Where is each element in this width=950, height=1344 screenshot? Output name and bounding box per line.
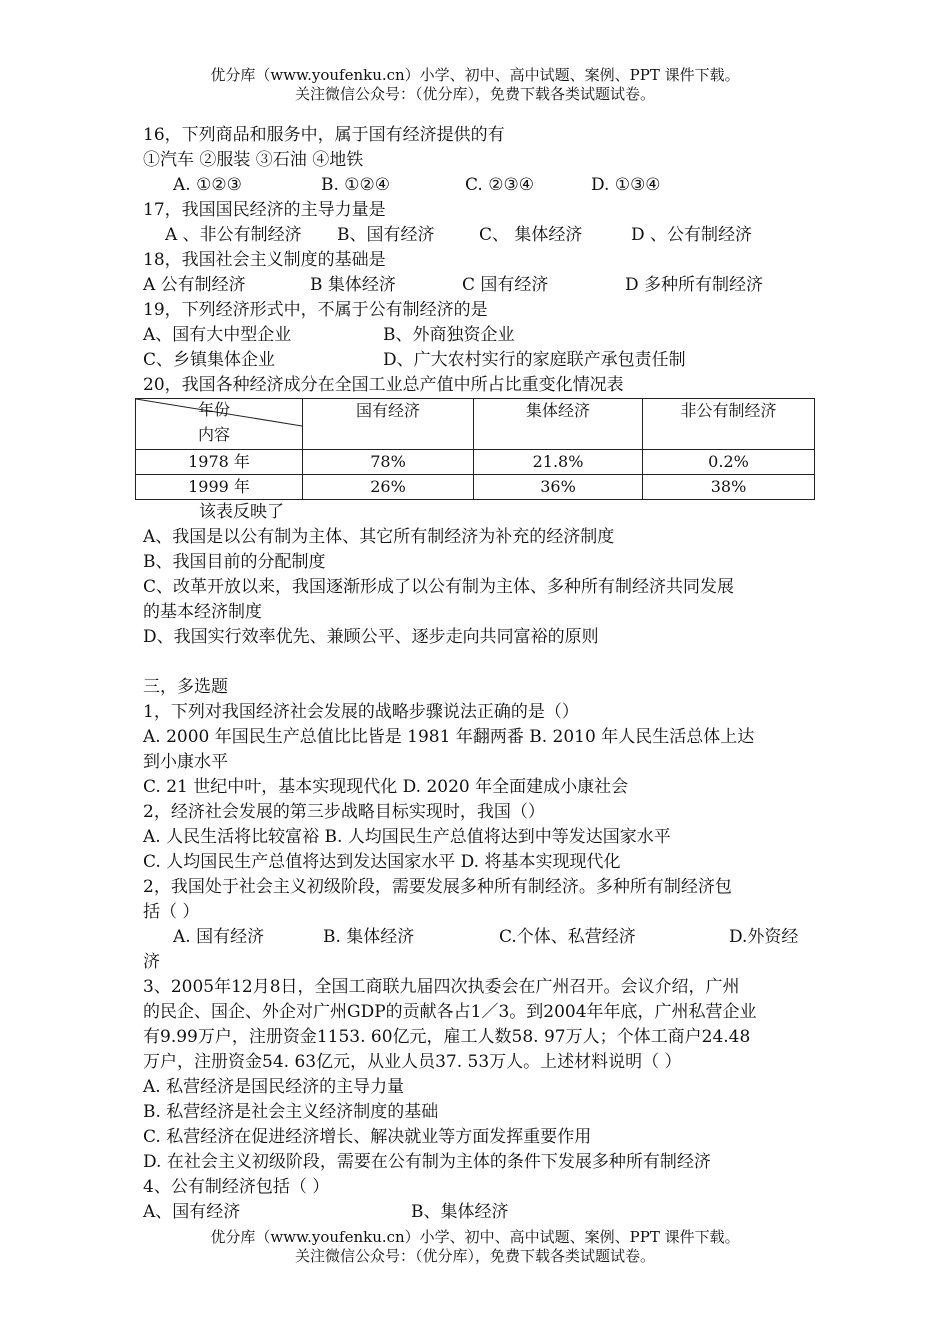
q19-option-d: D、广大农村实行的家庭联产承包责任制 — [383, 350, 686, 370]
q18-stem: 18，我国社会主义制度的基础是 — [143, 250, 386, 270]
table-cell: 36% — [474, 475, 643, 500]
q16-option-a: A. ①②③ — [173, 175, 242, 195]
q19-option-c: C、乡镇集体企业 — [143, 350, 276, 370]
header-line-1: 优分库（www.youfenku.cn）小学、初中、高中试题、案例、PPT 课件下载。 — [210, 66, 740, 84]
header-line-2: 关注微信公众号：（优分库），免费下载各类试题试卷。 — [294, 85, 655, 103]
m2b-stem: 2，我国处于社会主义初级阶段，需要发展多种所有制经济。多种所有制经济包 — [143, 877, 732, 897]
m1-stem: 1，下列对我国经济社会发展的战略步骤说法正确的是（） — [143, 702, 579, 722]
q17-stem: 17，我国国民经济的主导力量是 — [143, 200, 386, 220]
table-cell: 38% — [643, 475, 815, 500]
q18-option-b: B 集体经济 — [310, 275, 396, 295]
corner-label-content: 内容 — [198, 425, 231, 444]
footer-line-2: 关注微信公众号：（优分库），免费下载各类试题试卷。 — [294, 1247, 655, 1265]
table-corner-cell — [136, 399, 303, 450]
q20-option-b: B、我国目前的分配制度 — [143, 552, 326, 572]
section-title: 三，多选题 — [143, 677, 228, 697]
q18-option-c: C 国有经济 — [462, 275, 549, 295]
m2b-option-a: A. 国有经济 — [173, 927, 265, 947]
q19-options-row2 — [143, 348, 813, 373]
m1-line: A. 2000 年国民生产总值比比皆是 1981 年翻两番 B. 2010 年人民生活总体上达 — [143, 727, 755, 747]
m3-line: 的民企、国企、外企对广州GDP的贡献各占1／3。到2004年年底，广州私营企业 — [143, 1002, 757, 1022]
table-header-row — [136, 399, 815, 450]
q20-option-c-cont: 的基本经济制度 — [143, 602, 262, 622]
q16-options — [143, 173, 813, 198]
column-header: 国有经济 — [303, 399, 474, 450]
m2b-stem-cont: 括（ ） — [143, 902, 200, 922]
q17-option-b: B、国有经济 — [337, 225, 435, 245]
q17-option-a: A 、非公有制经济 — [165, 225, 302, 245]
m3-option-c: C. 私营经济在促进经济增长、解决就业等方面发挥重要作用 — [143, 1127, 592, 1147]
table-cell: 21.8% — [474, 450, 643, 475]
m3-option-d: D. 在社会主义初级阶段，需要在公有制为主体的条件下发展多种所有制经济 — [143, 1152, 711, 1172]
q16-items: ①汽车 ②服装 ③石油 ④地铁 — [143, 150, 364, 170]
m4-option-b: B、集体经济 — [411, 1202, 509, 1222]
table-cell: 0.2% — [643, 450, 815, 475]
corner-label-year: 年份 — [198, 400, 231, 419]
table-row — [136, 450, 815, 475]
m3-line: 有9.99万户，注册资金1153. 60亿元，雇工人数58. 97万人；个体工商户24.48 — [143, 1027, 751, 1047]
q20-stem: 20，我国各种经济成分在全国工业总产值中所占比重变化情况表 — [143, 375, 624, 395]
column-header: 集体经济 — [474, 399, 643, 450]
q17-option-d: D 、公有制经济 — [631, 225, 753, 245]
q20-option-c: C、改革开放以来，我国逐渐形成了以公有制为主体、多种所有制经济共同发展 — [143, 577, 735, 597]
m2b-option-b: B. 集体经济 — [323, 927, 415, 947]
table-row — [136, 475, 815, 500]
q19-option-b: B、外商独资企业 — [383, 325, 515, 345]
page-header — [0, 66, 950, 104]
m2-stem: 2，经济社会发展的第三步战略目标实现时，我国（） — [143, 802, 545, 822]
table-cell: 26% — [303, 475, 474, 500]
q18-options — [143, 273, 813, 298]
m2b-option-d: D.外资经 — [729, 927, 799, 947]
q20-table — [135, 398, 815, 500]
m3-line: 万户，注册资金54. 63亿元，从业人员37. 53万人。上述材料说明（ ） — [143, 1052, 682, 1072]
q19-options-row1 — [143, 323, 813, 348]
q20-prompt: 该表反映了 — [199, 502, 284, 522]
m4-option-a: A、国有经济 — [143, 1202, 241, 1222]
m2-line: A. 人民生活将比较富裕 B. 人均国民生产总值将达到中等发达国家水平 — [143, 827, 671, 847]
row-year: 1999 年 — [136, 475, 303, 500]
m2b-option-c: C.个体、私营经济 — [499, 927, 636, 947]
m1-line: 到小康水平 — [143, 752, 228, 772]
m3-option-b: B. 私营经济是社会主义经济制度的基础 — [143, 1102, 439, 1122]
footer-line-1: 优分库（www.youfenku.cn）小学、初中、高中试题、案例、PPT 课件下载。 — [210, 1228, 740, 1246]
table-cell: 78% — [303, 450, 474, 475]
m2-line: C. 人均国民生产总值将达到发达国家水平 D. 将基本实现现代化 — [143, 852, 621, 872]
m2b-options — [143, 925, 813, 950]
q16-option-b: B. ①②④ — [321, 175, 391, 195]
column-header: 非公有制经济 — [643, 399, 815, 450]
q18-option-d: D 多种所有制经济 — [625, 275, 764, 295]
q19-option-a: A、国有大中型企业 — [143, 325, 292, 345]
q20-option-a: A、我国是以公有制为主体、其它所有制经济为补充的经济制度 — [143, 527, 615, 547]
spacer — [143, 650, 813, 675]
m3-line: 3、2005年12月8日，全国工商联九届四次执委会在广州召开。会议介绍，广州 — [143, 977, 740, 997]
q17-option-c: C、 集体经济 — [479, 225, 583, 245]
document-body — [143, 123, 813, 1225]
m4-options — [143, 1200, 813, 1225]
q20-option-d: D、我国实行效率优先、兼顾公平、逐步走向共同富裕的原则 — [143, 627, 599, 647]
m1-line: C. 21 世纪中叶，基本实现现代化 D. 2020 年全面建成小康社会 — [143, 777, 629, 797]
q18-option-a: A 公有制经济 — [143, 275, 246, 295]
q16-option-d: D. ①③④ — [591, 175, 661, 195]
row-year: 1978 年 — [136, 450, 303, 475]
m4-stem: 4、公有制经济包括（ ） — [143, 1177, 330, 1197]
q19-stem: 19，下列经济形式中，不属于公有制经济的是 — [143, 300, 488, 320]
q17-options — [143, 223, 813, 248]
q16-option-c: C. ②③④ — [465, 175, 534, 195]
page-footer — [0, 1228, 950, 1266]
m2b-option-d-cont: 济 — [143, 952, 160, 972]
m3-option-a: A. 私营经济是国民经济的主导力量 — [143, 1077, 405, 1097]
q16-stem: 16，下列商品和服务中，属于国有经济提供的有 — [143, 125, 505, 145]
